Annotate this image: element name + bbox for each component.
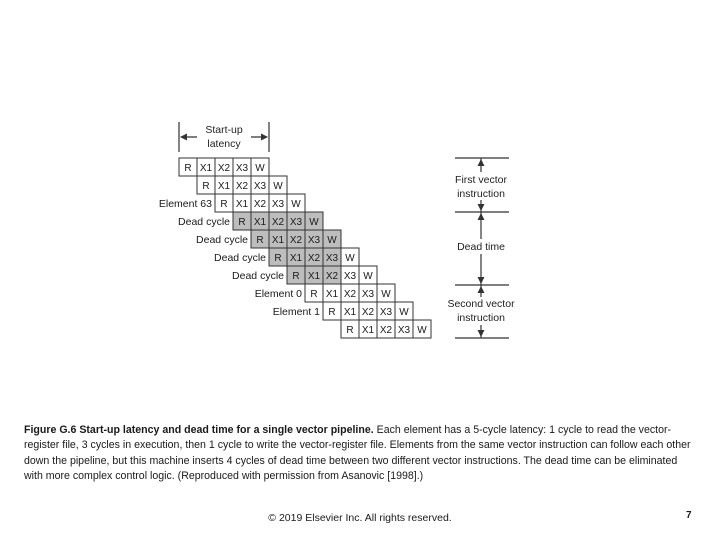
stage-label: X2 [343, 289, 357, 300]
stage-label: X2 [307, 253, 321, 264]
first-vector-label-line2: instruction [457, 188, 505, 200]
startup-label-line1: Start-up [205, 124, 243, 136]
startup-label-line2: latency [207, 138, 241, 150]
figure-caption [24, 423, 696, 485]
stage-label: X1 [307, 271, 321, 282]
second-vector-label-line2: instruction [457, 312, 505, 324]
stage-label: X1 [217, 181, 231, 192]
row-label: Element 63 [158, 198, 212, 210]
arrow-first-down [478, 204, 485, 211]
arrow-second-down [478, 330, 485, 337]
arrow-first-up [478, 159, 485, 166]
caption-body: Each element has a 5-cycle latency: 1 cycle to read the vector-register file, 3 cycles in execution, then 1 cycle to write the vector-register file. Elements from the same vector instruction can follow each other down the pipeline, but this machine inserts 4 cycles of dead time between two different vector instructions. The dead time can be eliminated with more complex control logic. (Reproduced with permission from Asanovic [1998].) [24, 424, 691, 483]
row-label: Dead cycle [214, 252, 266, 264]
stage-label: W [381, 289, 391, 300]
stage-label: W [363, 271, 373, 282]
stage-label: X3 [361, 289, 375, 300]
stage-label: X2 [217, 163, 231, 174]
stage-label: X3 [397, 325, 411, 336]
arrow-dead-down [478, 277, 485, 284]
row-label: Dead cycle [178, 216, 230, 228]
stage-label: W [291, 199, 301, 210]
stage-label: R [310, 289, 318, 300]
stage-label: X1 [325, 289, 339, 300]
first-vector-label-line1: First vector [455, 174, 507, 186]
row-label: Element 0 [254, 288, 302, 300]
stage-label: X2 [361, 307, 375, 318]
stage-label: X2 [271, 217, 285, 228]
stage-label: W [327, 235, 337, 246]
second-vector-label-line1: Second vector [447, 298, 515, 310]
row-label: Element 1 [272, 306, 320, 318]
row-label: Dead cycle [232, 270, 284, 282]
stage-label: X2 [253, 199, 267, 210]
stage-label: X3 [307, 235, 321, 246]
caption-title: Figure G.6 Start-up latency and dead time for a single vector pipeline. [24, 424, 374, 436]
stage-label: W [399, 307, 409, 318]
stage-label: X3 [235, 163, 249, 174]
stage-label: R [256, 235, 264, 246]
stage-label: X2 [289, 235, 303, 246]
stage-label: X3 [271, 199, 285, 210]
stage-label: X1 [199, 163, 213, 174]
stage-label: X3 [253, 181, 267, 192]
stage-label: R [274, 253, 282, 264]
stage-label: X3 [325, 253, 339, 264]
stage-label: X2 [235, 181, 249, 192]
stage-label: X3 [343, 271, 357, 282]
stage-label: W [417, 325, 427, 336]
stage-label: X2 [379, 325, 393, 336]
stage-label: R [184, 163, 192, 174]
stage-label: X1 [343, 307, 357, 318]
arrow-second-up [478, 286, 485, 293]
right-timeline [438, 158, 524, 338]
row-label: Dead cycle [196, 234, 248, 246]
stage-label: X1 [271, 235, 285, 246]
stage-label: R [220, 199, 228, 210]
stage-label: X3 [379, 307, 393, 318]
stage-label: R [202, 181, 210, 192]
stage-label: X1 [253, 217, 267, 228]
startup-latency-bracket [179, 122, 269, 152]
arrow-dead-up [478, 213, 485, 220]
stage-label: W [273, 181, 283, 192]
stage-label: W [255, 163, 265, 174]
stage-label: X3 [289, 217, 303, 228]
stage-label: W [309, 217, 319, 228]
stage-label: W [345, 253, 355, 264]
stage-label: R [346, 325, 354, 336]
stage-label: R [292, 271, 300, 282]
dead-time-label: Dead time [457, 241, 505, 253]
copyright-footer: © 2019 Elsevier Inc. All rights reserved. [268, 512, 452, 524]
stage-label: R [238, 217, 246, 228]
bracket-arrowhead-left [180, 134, 187, 141]
page-number: 7 [686, 510, 692, 521]
stage-label: X1 [361, 325, 375, 336]
bracket-arrowhead-right [261, 134, 268, 141]
stage-label: X1 [289, 253, 303, 264]
stage-label: X2 [325, 271, 339, 282]
stage-label: R [328, 307, 336, 318]
stage-label: X1 [235, 199, 249, 210]
